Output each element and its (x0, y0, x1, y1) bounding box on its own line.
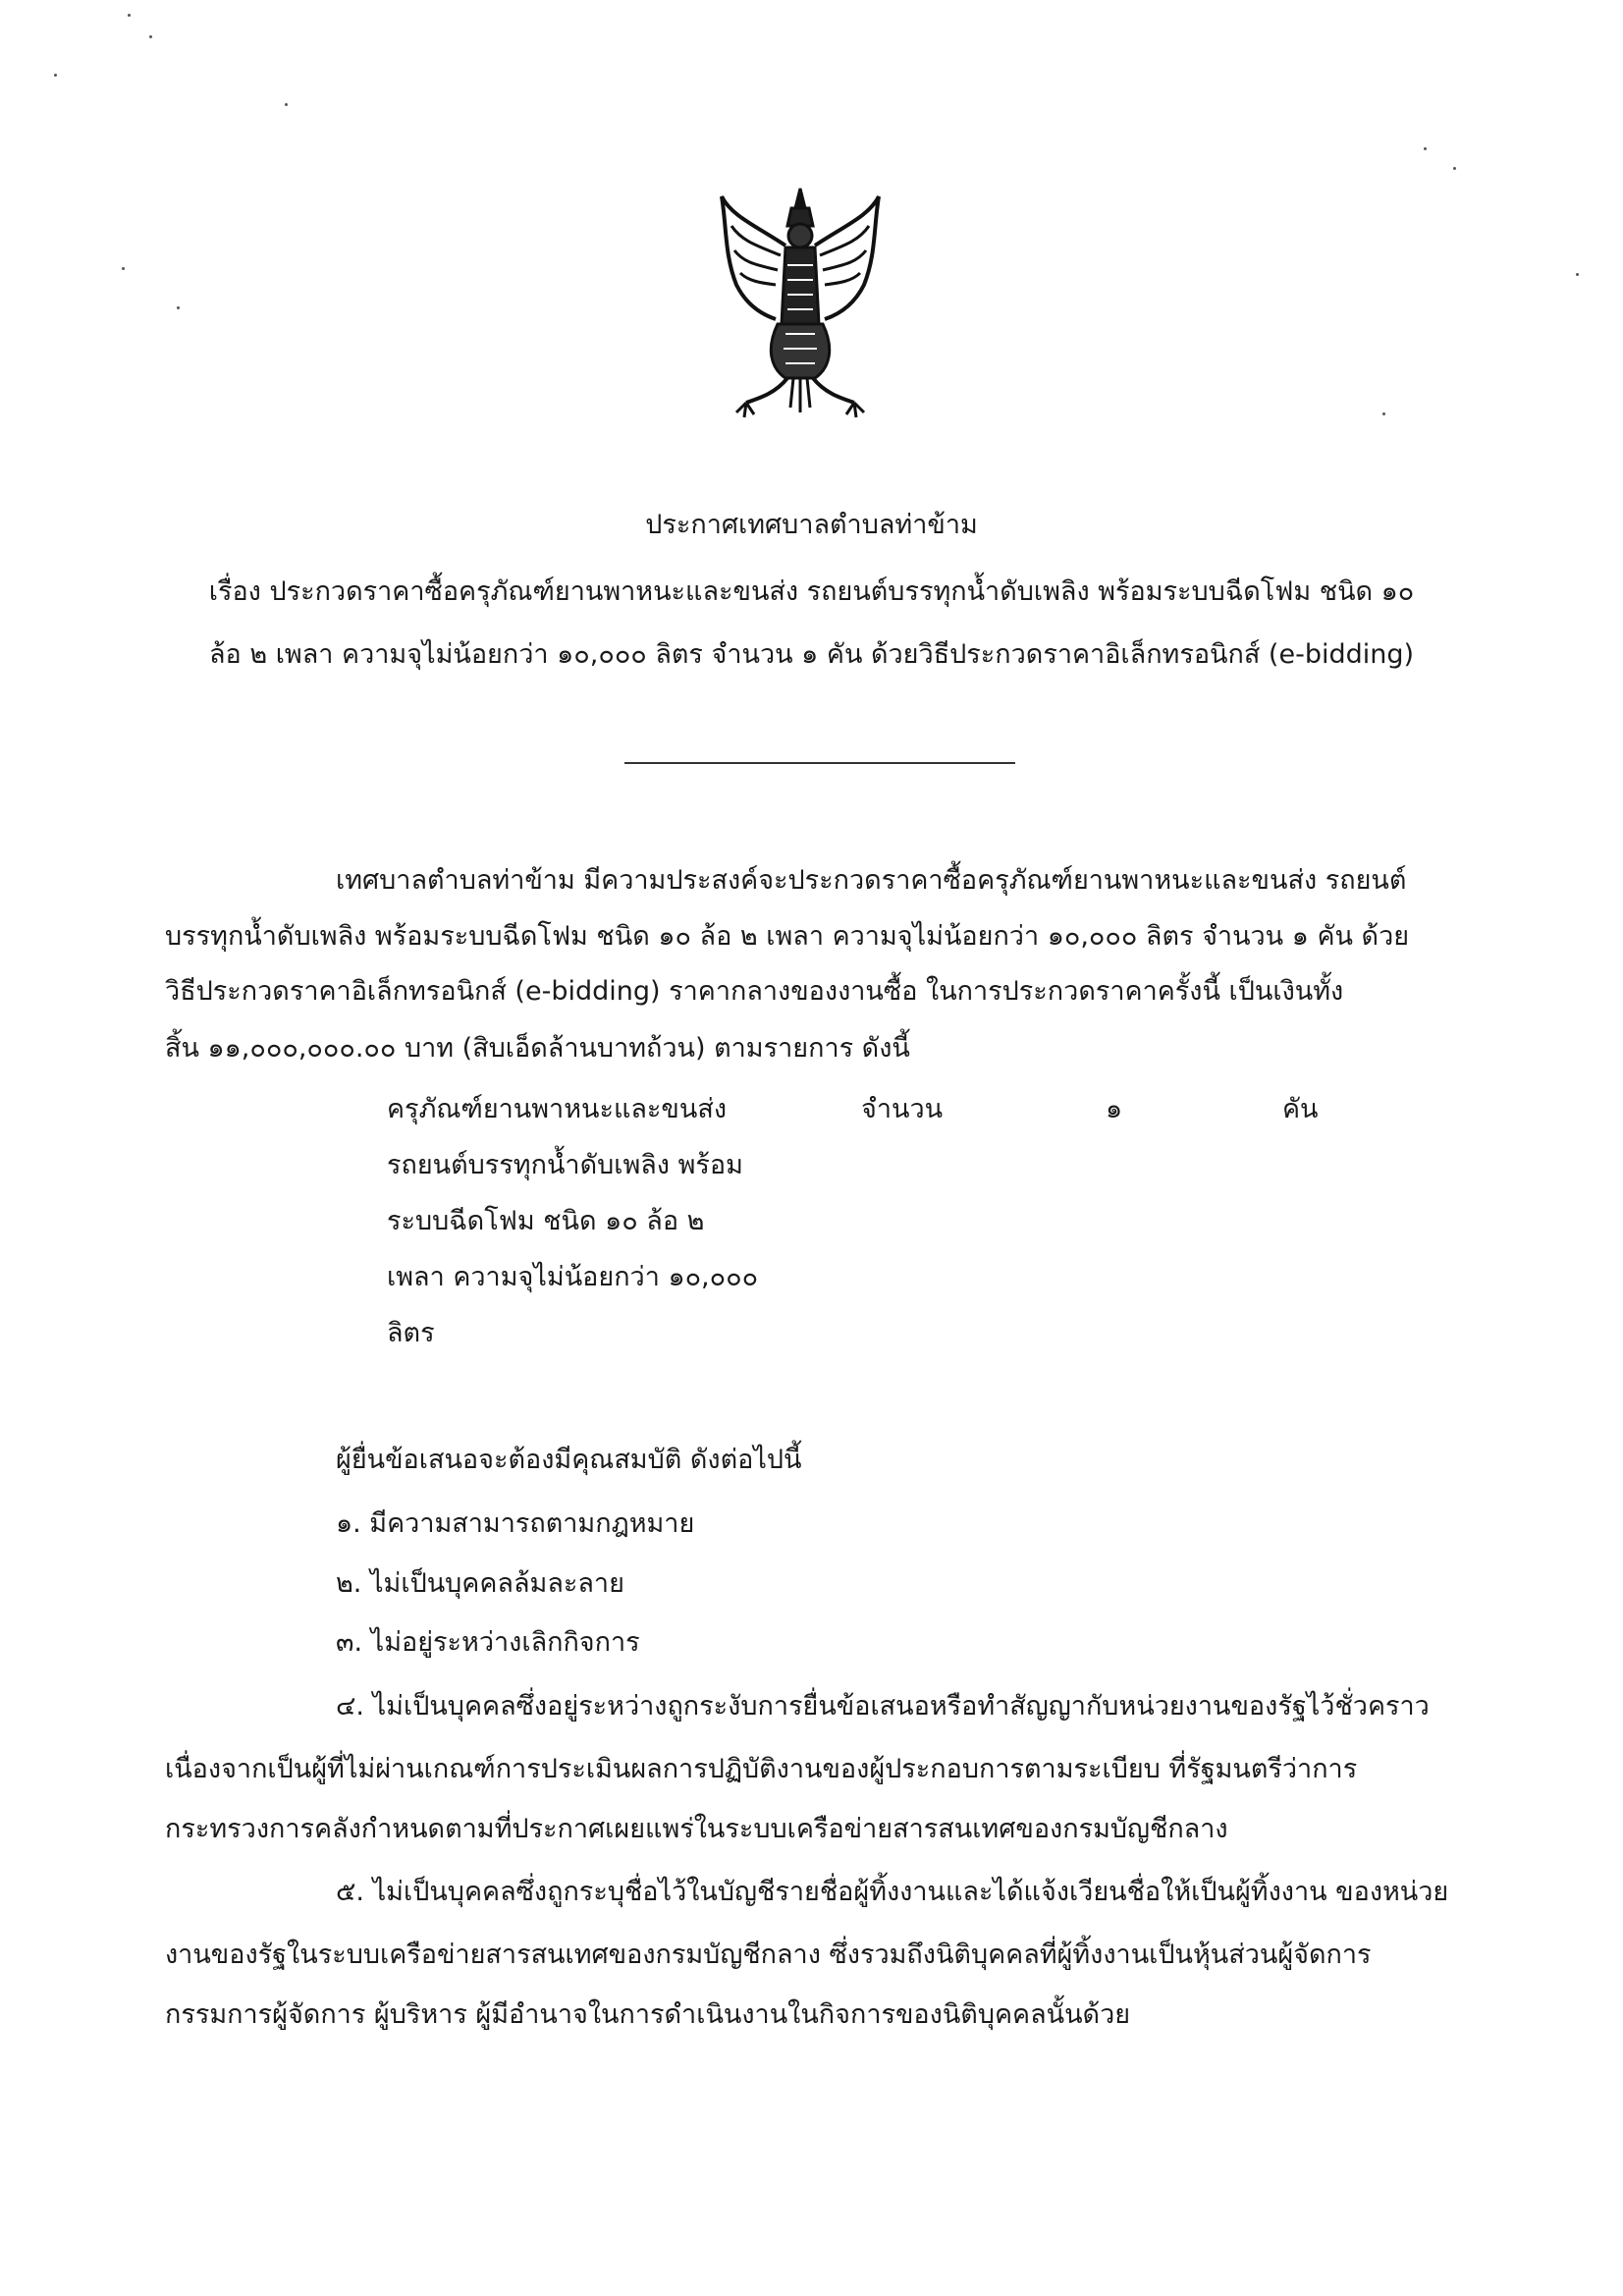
qualification-5-line-1: ๕. ไม่เป็นบุคคลซึ่งถูกระบุชื่อไว้ในบัญชีรายชื่อผู้ทิ้งงานและได้แจ้งเวียนชื่อให้เป็นผู้ทิ้งงาน ของหน่วย (336, 1877, 1449, 1907)
intro-line-1: เทศบาลตำบลท่าข้าม มีความประสงค์จะประกวดราคาซื้อครุภัณฑ์ยานพาหนะและขนส่ง รถยนต์ (336, 865, 1407, 896)
item-description-line-4: เพลา ความจุไม่น้อยกว่า ๑๐,๐๐๐ (387, 1262, 759, 1292)
item-description-line-1: ครุภัณฑ์ยานพาหนะและขนส่ง (387, 1094, 728, 1124)
qualification-3: ๓. ไม่อยู่ระหว่างเลิกกิจการ (336, 1627, 640, 1658)
qualification-1: ๑. มีความสามารถตามกฎหมาย (336, 1508, 695, 1539)
heading-divider (624, 762, 1015, 764)
garuda-emblem-icon (717, 187, 884, 422)
intro-line-2: บรรทุกน้ำดับเพลิง พร้อมระบบฉีดโฟม ชนิด ๑๐ ล้อ ๒ เพลา ความจุไม่น้อยกว่า ๑๐,๐๐๐ ลิตร จำนวน ๑ คัน ด้วย (165, 921, 1410, 952)
intro-line-4: สิ้น ๑๑,๐๐๐,๐๐๐.๐๐ บาท (สิบเอ็ดล้านบาทถ้วน) ตามรายการ ดังนี้ (165, 1033, 910, 1064)
item-description-line-5: ลิตร (387, 1318, 435, 1348)
item-unit: คัน (1282, 1094, 1319, 1124)
qualification-2: ๒. ไม่เป็นบุคคลล้มละลาย (336, 1568, 624, 1599)
subject-line-2: ล้อ ๒ เพลา ความจุไม่น้อยกว่า ๑๐,๐๐๐ ลิตร จำนวน ๑ คัน ด้วยวิธีประกวดราคาอิเล็กทรอนิกส์ (e-bidding) (208, 639, 1415, 670)
item-description-line-2: รถยนต์บรรทุกน้ำดับเพลิง พร้อม (387, 1150, 743, 1180)
item-description-line-3: ระบบฉีดโฟม ชนิด ๑๐ ล้อ ๒ (387, 1206, 705, 1236)
qualification-5-line-2: งานของรัฐในระบบเครือข่ายสารสนเทศของกรมบัญชีกลาง ซึ่งรวมถึงนิติบุคคลที่ผู้ทิ้งงานเป็นหุ้นส่วนผู้จัดการ (165, 1940, 1372, 1970)
qualification-5-line-3: กรรมการผู้จัดการ ผู้บริหาร ผู้มีอำนาจในการดำเนินงานในกิจการของนิติบุคคลนั้นด้วย (165, 1999, 1131, 2030)
qualifications-intro: ผู้ยื่นข้อเสนอจะต้องมีคุณสมบัติ ดังต่อไปนี้ (336, 1445, 802, 1475)
item-quantity-label: จำนวน (861, 1094, 944, 1124)
document-heading: ประกาศเทศบาลตำบลท่าข้าม (645, 510, 978, 540)
item-quantity: ๑ (1106, 1094, 1123, 1124)
intro-line-3: วิธีประกวดราคาอิเล็กทรอนิกส์ (e-bidding) ราคากลางของงานซื้อ ในการประกวดราคาครั้งนี้ เป็นเงินทั้ง (165, 976, 1344, 1007)
qualification-4-line-3: กระทรวงการคลังกำหนดตามที่ประกาศเผยแพร่ในระบบเครือข่ายสารสนเทศของกรมบัญชีกลาง (165, 1814, 1228, 1844)
qualification-4-line-1: ๔. ไม่เป็นบุคคลซึ่งอยู่ระหว่างถูกระงับการยื่นข้อเสนอหรือทำสัญญากับหน่วยงานของรัฐไว้ชั่วคราว (336, 1691, 1430, 1722)
qualification-4-line-2: เนื่องจากเป็นผู้ที่ไม่ผ่านเกณฑ์การประเมินผลการปฏิบัติงานของผู้ประกอบการตามระเบียบ ที่รัฐมนตรีว่าการ (165, 1754, 1358, 1784)
subject-line-1: เรื่อง ประกวดราคาซื้อครุภัณฑ์ยานพาหนะและขนส่ง รถยนต์บรรทุกน้ำดับเพลิง พร้อมระบบฉีดโฟม ชนิด ๑๐ (208, 576, 1415, 607)
